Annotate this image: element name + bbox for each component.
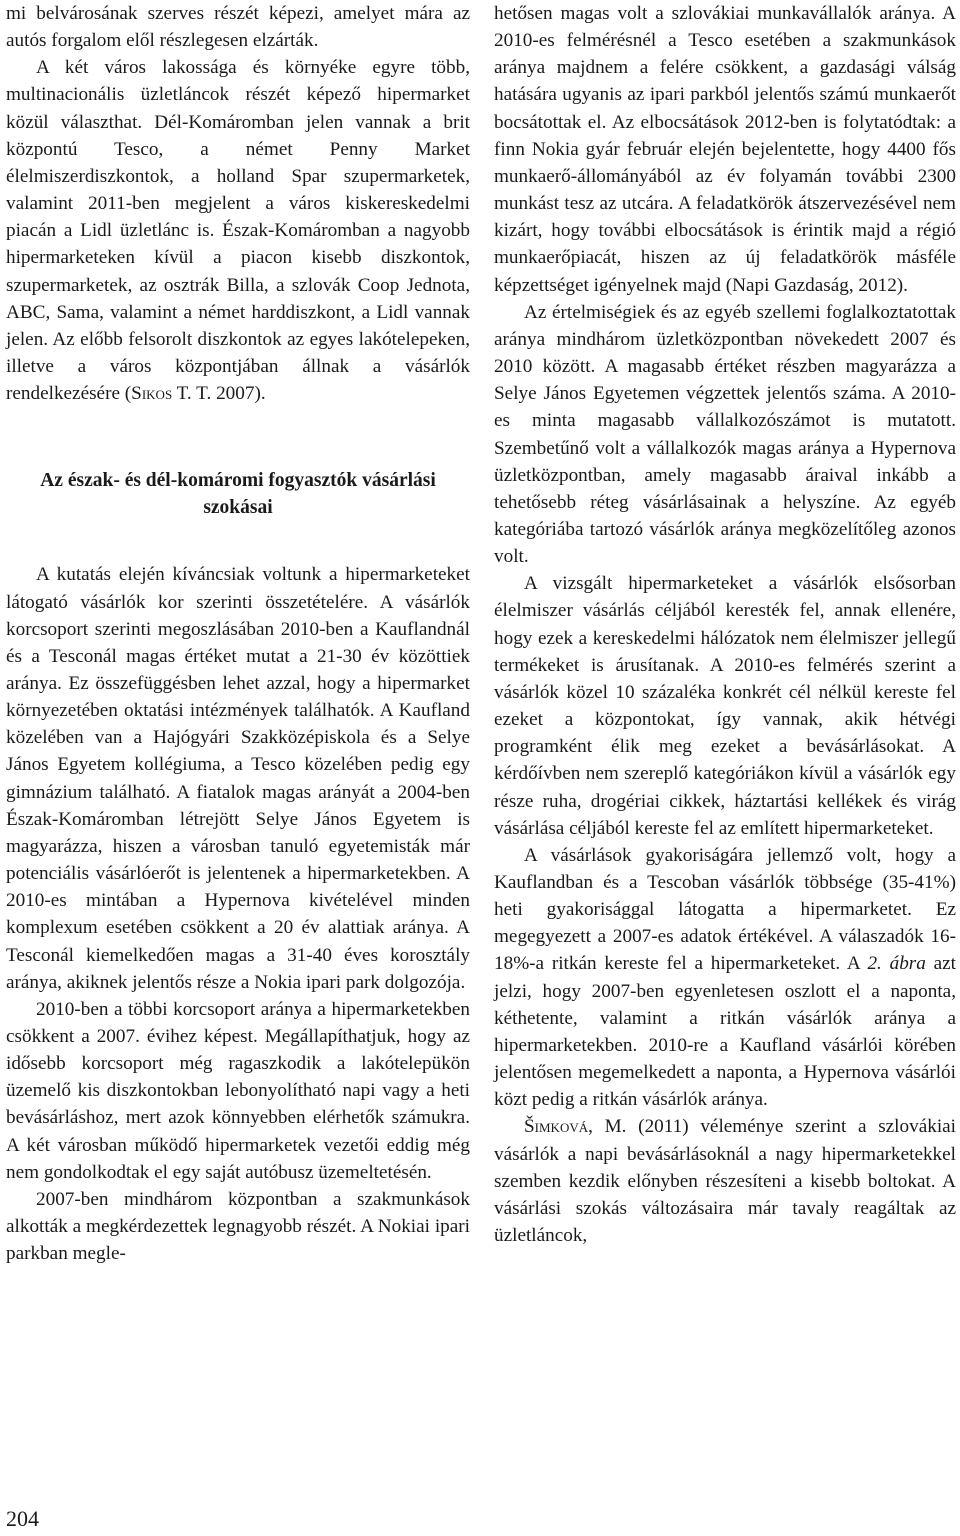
citation-rest: T. T. 2007). [172, 383, 266, 405]
paragraph-retail-chains [6, 54, 470, 407]
citation-author: Sikos [131, 383, 173, 405]
right-column [494, 0, 956, 1249]
section-heading: Az észak- és dél-komáromi fogyasztók vásárlási szokásai [40, 470, 436, 519]
paragraph-text: azt jelzi, hogy 2007-ben egyenletesen oszlott el a naponta, kéthetente, valamint a ritkán vásárlók aránya a hipermarketekben. 2010-re a Kaufland vásárlói körében jelentősen megemelkedett a naponta, a Hypernova vásárlói közt pedig a ritkán vásárlók aránya. [494, 953, 956, 1111]
paragraph-continued: mi belvárosának szerves részét képezi, amelyet mára az autós forgalom elől részlegesen elzárták. [6, 3, 470, 52]
paragraph-shopping-purpose: A vizsgált hipermarketeket a vásárlók elsősorban élelmiszer vásárlás céljából keresték fel, annak ellenére, hogy ezek a kereskedelmi hálózatok nem élelmiszer jellegű termékeket is árusítanak. A 2010-es felmérés szerint a vásárlók közel 10 százaléka konkrét cél nélkül kereste fel ezeket a központokat, így vannak, akik hétvégi programként élik meg ezeket a bevásárlásokat. A kérdőívben nem szereplő kategóriákon kívül a vásárlók egy része ruha, drogériai cikkek, háztartási kellékek és virág vásárlása céljából kereste fel az említett hipermarketeket. [494, 573, 956, 839]
paragraph-text: A két város lakossága és környéke egyre több, multinacionális üzletláncok részét képező hipermarket közül választhat. Dél-Komáromban jelen vannak a brit központú Tesco, a német Penny Market élelmiszerdiszkontok, a holland Spar szupermarketek, valamint 2011-ben megjelent a város kiskereskedelmi piacán a Lidl üzletlánc is. Észak-Komáromban a nagyobb hipermarketeken kívül a piacon kisebb diszkontok, szupermarketek, az osztrák Billa, a szlovák Coop Jednota, ABC, Sama, valamint a német harddiszkont, a Lidl vannak jelen. Az előbb felsorolt diszkontok az egyes lakótelepeken, illetve a város központjában állnak a vásárlók rendelkezésére ( [6, 57, 470, 405]
paragraph-skilled-workers: 2007-ben mindhárom központban a szakmunkások alkották a megkérdezettek legnagyobb részét. A Nokiai ipari parkban megle- [6, 1188, 470, 1265]
paragraph-intellectuals: Az értelmiségiek és az egyéb szellemi foglalkoztatottak aránya mindhárom üzletközpontban növekedett 2007 és 2010 között. A magasabb értéket részben magyarázza a Selye János Egyetemen végzettek jelentős száma. A 2010-es minta magasabb vállalkozószámot is mutatott. Szembetűnő volt a vállalkozók magas aránya a Hypernova üzletközpontban, amely magasabb áraival inkább a tehetősebb réteg vásárlásainak a helyszíne. Az egyéb kategóriába tartozó vásárlók aránya megközelítőleg azonos volt. [494, 301, 956, 568]
figure-reference: 2. ábra [867, 953, 926, 975]
paragraph-simkova [494, 1113, 956, 1249]
paragraph-continued: hetősen magas volt a szlovákiai munkavállalók aránya. A 2010-es felmérésnél a Tesco esetében a szakmunkások aránya majdnem a felére csökkent, a gazdasági válság hatására ugyanis az ipari parkból jelentős számú munkaerőt bocsátottak el. Az elbocsátások 2012-ben is folytatódtak: a finn Nokia gyár február elején bejelentette, hogy 4400 fős munkaerő-állományából az év folyamán további 2300 munkást tesz az utcára. A feladatkörök átszervezésével nem kizárt, hogy további elbocsátások is érintik majd a régió munkaerőpiacát, hiszen az új feladatkörök másféle képzettséget igényelnek majd (Napi Gazdaság, 2012). [494, 3, 956, 296]
citation-author: Šimková [524, 1116, 589, 1138]
paragraph-shopping-frequency [494, 842, 956, 1114]
paragraph-age-groups: A kutatás elején kíváncsiak voltunk a hipermarketeket látogató vásárlók kor szerinti összetételére. A vásárlók korcsoport szerinti megoszlásában 2010-ben a Kauflandnál és a Tesconál magas értéket mutat a 21-30 év közöttiek aránya. Ez összefüggésben lehet azzal, hogy a hipermarket környezetében oktatási intézmények találhatók. A Kaufland közelében van a Hajógyári Szakközépiskola és a Selye János Egyetem kollégiuma, a Tesco közelében pedig egy gimnázium található. A fiatalok magas arányát a 2004-ben Észak-Komáromban létrejött Selye János Egyetem is magyarázza, hiszen a városban tanuló egyetemisták már potenciális vásárlóerőt is jelentenek a hipermarketekben. A 2010-es mintában a Hypernova kivételével minden komplexum esetében csökkent a 20 év alattiak aránya. A Tesconál kiemelkedően magas a 31-40 éves korosztály aránya, akiknek jelentős része a Nokia ipari park dolgozója. [6, 564, 470, 993]
left-column [6, 0, 470, 1267]
page-number: 204 [6, 1506, 39, 1531]
paragraph-text: , M. (2011) véleménye szerint a szlovákiai vásárlók a napi bevásárlásoknál a nagy hipermarketekkel szemben kezdik előnyben részesíteni a kisebb boltokat. A vásárlási szokás változásaira már tavaly reagáltak az üzletláncok, [494, 1116, 956, 1247]
paragraph-text: A vásárlások gyakoriságára jellemző volt, hogy a Kauflandban és a Tescoban vásárlók többsége (35-41%) heti gyakorisággal látogatta a hipermarketet. Ez megegyezett a 2007-es adatok értékével. A válaszadók 16-18%-a ritkán kereste fel a hipermarketeket. A [494, 844, 956, 975]
paragraph-older-groups: 2010-ben a többi korcsoport aránya a hipermarketekben csökkent a 2007. évihez képest. Megállapíthatjuk, hogy az idősebb korcsoport még ragaszkodik a lakótelepükön üzemelő kis diszkontokban lebonyolítható napi vagy a heti bevásárláshoz, mert azok könnyebben elérhetők számukra. A két városban működő hipermarketek vezetői eddig még nem gondolkodtak el egy saját autóbusz üzemeltetésén. [6, 998, 470, 1183]
